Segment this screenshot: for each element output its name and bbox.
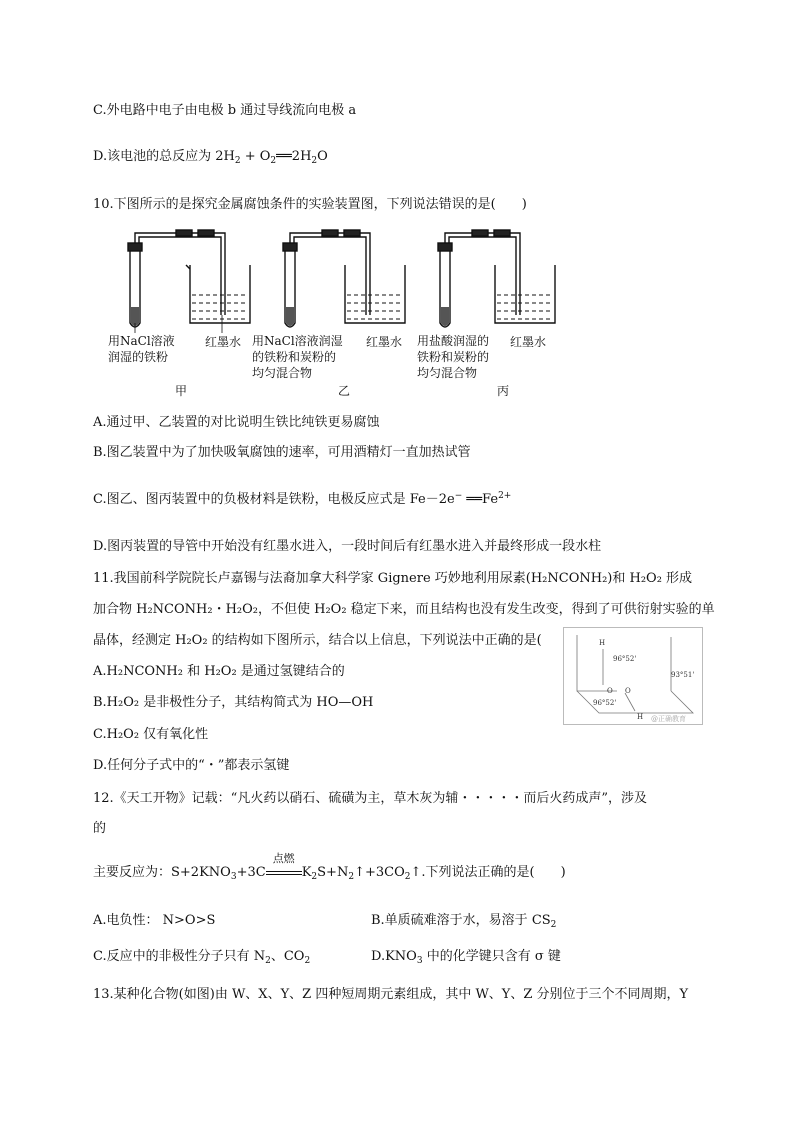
yi-tube-label: 用NaCl溶液润湿 的铁粉和炭粉的 均匀混合物 (252, 334, 343, 380)
q10-option-b: B.图乙装置中为了加快吸氧腐蚀的速率，可用酒精灯一直加热试管 (93, 445, 471, 460)
q12-option-a: A.电负性： N>O>S (93, 913, 216, 928)
q12-reaction-line: 主要反应为：$S+2KNO_3+3C$ 点燃 $K_2S+N_2↑+3CO_2↑$.下列说法正确的是( ) (93, 852, 566, 882)
h2o2-o1: O (607, 687, 613, 695)
q12-stem-line2: 的 (93, 821, 107, 836)
q10-option-c: C.图乙、图丙装置中的负极材料是铁粉，电极反应式是 Fe－2e− $══Fe^{2+}$ (93, 491, 512, 507)
q11-option-b: B.H₂O₂ 是非极性分子，其结构简式为 HO—OH (93, 695, 374, 710)
q10-option-d: D.图丙装置的导管中开始没有红墨水进入，一段时间后有红墨水进入并最终形成一段水柱 (93, 539, 602, 554)
q11-stem-line2: 加合物 H₂NCONH₂・H₂O₂，不但使 H₂O₂ 稳定下来，而且结构也没有发生改变，得到了可供衍射实验的单 (93, 602, 715, 617)
q12-option-d: $D.KNO_3$ 中的化学键只含有 σ 键 (371, 949, 561, 966)
bing-tube-label: 用盐酸润湿的 铁粉和炭粉的 均匀混合物 (417, 334, 490, 380)
bing-name: 丙 (497, 384, 510, 398)
h2o2-o2: O (625, 687, 631, 695)
q9-option-c: C.外电路中电子由电极 b 通过导线流向电极 a (93, 103, 357, 118)
q13-stem-line1: 13.某种化合物(如图)由 W、X、Y、Z 四种短周期元素组成，其中 W、Y、Z 分别位于三个不同周期，Y (93, 987, 689, 1002)
q10-option-a: A.通过甲、乙装置的对比说明生铁比纯铁更易腐蚀 (93, 415, 380, 430)
q12-option-b: B.单质硫难溶于水，易溶于 $CS_2$ (371, 913, 557, 930)
h2o2-dihedral: 93°51' (671, 671, 695, 679)
q12-option-c: C.反应中的非极性分子只有 $N_2$、$CO_2$ (93, 949, 311, 966)
bing-water-label: 红墨水 (510, 335, 547, 349)
jia-name: 甲 (175, 384, 188, 398)
h2o2-angle1: 96°52' (613, 655, 637, 663)
q11-option-c: C.H₂O₂ 仅有氧化性 (93, 727, 209, 742)
h2o2-h-top: H (599, 639, 606, 647)
apparatus-yi (283, 230, 405, 327)
q12-stem-line1: 12.《天工开物》记载：“凡火药以硝石、硫磺为主，草木灰为辅・・・・・而后火药成声”，涉及 (93, 791, 647, 806)
h2o2-watermark: @正确教育 (651, 715, 686, 723)
q11-stem-line1: 11.我国前科学院院长卢嘉锡与法裔加拿大科学家 Gignere 巧妙地利用尿素(H₂NCONH₂)和 H₂O₂ 形成 (93, 571, 693, 586)
apparatus-jia (128, 230, 250, 327)
q9-option-d: D.该电池的总反应为 $2H_2$ + $O_2══2H_2O$ (93, 149, 328, 166)
jia-tube-label: 用NaCl溶液 润湿的铁粉 (108, 334, 175, 364)
q11-option-d: D.任何分子式中的“・”都表示氢键 (93, 758, 290, 773)
apparatus-bing (438, 230, 555, 327)
yi-water-label: 红墨水 (366, 335, 403, 349)
q11-option-a: A.H₂NCONH₂ 和 H₂O₂ 是通过氢键结合的 (93, 664, 345, 679)
q10-stem: 10.下图所示的是探究金属腐蚀条件的实验装置图，下列说法错误的是( ) (93, 197, 527, 212)
q11-stem-line3: 晶体，经测定 H₂O₂ 的结构如下图所示，结合以上信息，下列说法中正确的是( (93, 633, 542, 648)
h2o2-structure-figure (563, 627, 703, 725)
h2o2-angle2: 96°52' (593, 699, 617, 707)
h2o2-h-bottom: H (637, 713, 644, 721)
jia-water-label: 红墨水 (205, 335, 242, 349)
yi-name: 乙 (338, 384, 351, 398)
